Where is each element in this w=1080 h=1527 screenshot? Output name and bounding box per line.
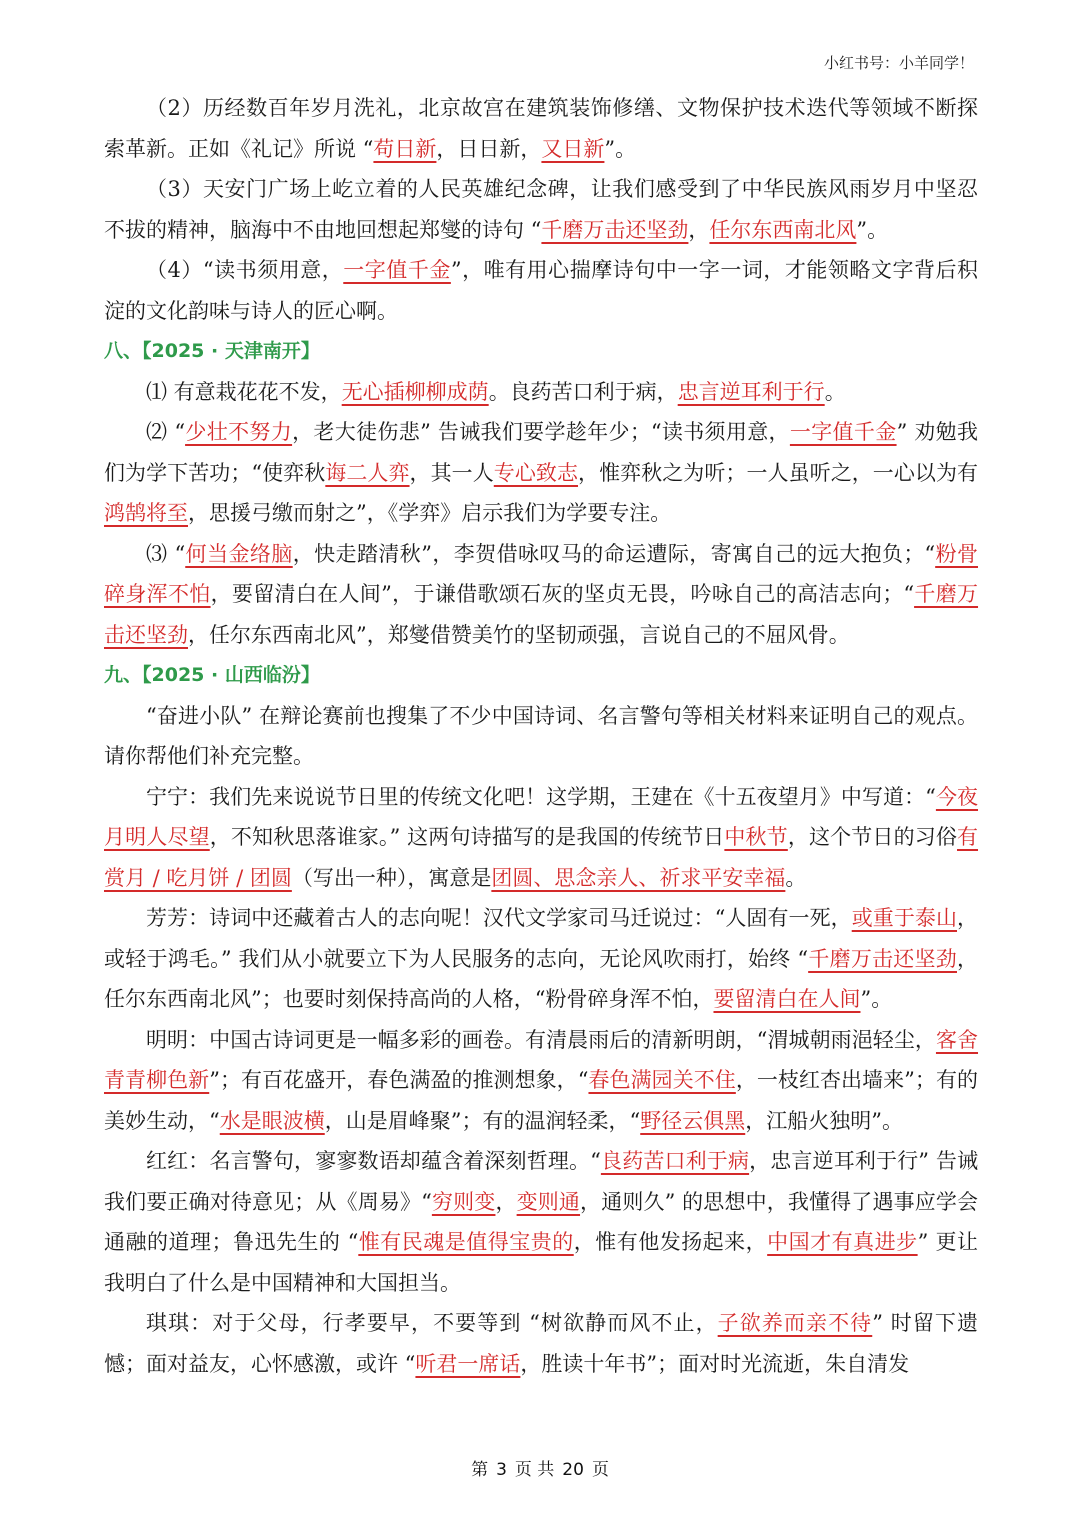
answer-text: 要留清白在人间: [713, 987, 861, 1011]
section-heading: [104, 655, 978, 696]
answer-text: 专心致志: [493, 460, 579, 485]
body-text: ，: [495, 1189, 517, 1214]
footer-prefix: 第: [471, 1460, 489, 1480]
total-pages: 20: [562, 1460, 584, 1480]
answer-text: 今夜月明人尽望: [104, 784, 979, 849]
paragraph: [104, 412, 978, 534]
body-text: 。: [785, 865, 807, 890]
body-text: ，或轻于鸿毛。” 我们从小就要立下为人民服务的志向，无论风吹雨打，始终 “: [104, 906, 979, 971]
answer-text: 中国才有真进步: [767, 1230, 918, 1254]
body-text: （写出一种），寓意是: [291, 865, 492, 890]
answer-text: 听君一席话: [415, 1351, 521, 1376]
body-text: ”，唯有用心揣摩诗句中一字一词，才能领略文字背后积淀的文化韵味与诗人的匠心啊。: [104, 258, 978, 323]
body-text: 。: [824, 379, 846, 404]
body-text: 琪琪：对于父母，行孝要早，不要等到 “树欲静而风不止，: [146, 1311, 718, 1335]
body-text: ，一枝红杏出墙来”；有的美妙生动，“: [104, 1068, 979, 1133]
body-text: ，快走踏清秋”，李贺借咏叹马的命运遭际，寄寓自己的远大抱负；“: [292, 541, 936, 566]
body-text: 八、【2025 · 天津南开】: [104, 340, 320, 362]
body-text: ”。: [604, 136, 637, 161]
body-text: ，思援弓缴而射之”，《学弈》启示我们为学要专注。: [188, 501, 672, 525]
body-text: ” 更让我明白了什么是中国精神和大国担当。: [104, 1230, 979, 1295]
document-body: [104, 88, 978, 1384]
body-text: （4）“读书须用意，: [146, 258, 344, 282]
answer-text: 一字值千金: [789, 420, 897, 444]
answer-text: 少壮不努力: [185, 420, 293, 444]
footer-middle: 页 共: [514, 1460, 555, 1480]
body-text: ，山是眉峰聚”；有的温润轻柔，“: [324, 1108, 641, 1133]
answer-text: 鸿鹄将至: [104, 501, 188, 525]
paragraph: [104, 250, 978, 331]
body-text: ” 时留下遗憾；面对益友，心怀感激，或许 “: [104, 1311, 978, 1376]
body-text: ” 劝勉我们为学下苦功；“使弈秋: [104, 420, 978, 485]
paragraph: [104, 777, 978, 899]
body-text: ，这个节日的习俗: [787, 825, 958, 849]
body-text: 九、【2025 · 山西临汾】: [104, 664, 320, 686]
body-text: ”；有百花盛开，春色满盈的推测想象，“: [209, 1068, 589, 1092]
answer-text: 春色满园关不住: [588, 1068, 736, 1092]
answer-text: 又日新: [541, 136, 605, 161]
body-text: ，任尔东西南北风”；也要时刻保持高尚的人格，“粉骨碎身浑不怕，: [104, 946, 978, 1011]
watermark: 小红书号：小羊同学！: [823, 54, 974, 72]
answer-text: 或重于泰山: [851, 906, 958, 930]
body-text: ，日日新，: [436, 136, 542, 161]
body-text: （3）天安门广场上屹立着的人民英雄纪念碑，让我们感受到了中华民族风雨岁月中坚忍不拔的精神，脑海中不由地回想起郑燮的诗句 “: [104, 177, 978, 242]
paragraph: [104, 898, 978, 1020]
body-text: ，通则久” 的思想中，我懂得了遇事应学会通融的道理；鲁迅先生的 “: [104, 1189, 979, 1254]
body-text: 芳芳：诗词中还藏着古人的志向呢！汉代文学家司马迁说过：“人固有一死，: [146, 906, 852, 930]
body-text: ，其一人: [409, 460, 494, 485]
body-text: ，老大徒伤悲” 告诫我们要学趁年少；“读书须用意，: [292, 420, 790, 444]
answer-text: 良药苦口利于病: [600, 1149, 750, 1173]
paragraph: [104, 88, 978, 169]
answer-text: 千磨万击还坚劲: [541, 217, 689, 242]
section-heading: [104, 331, 978, 372]
body-text: ，惟弈秋之为听；一人虽听之，一心以为有: [578, 460, 979, 485]
body-text: ，不知秋思落谁家。” 这两句诗描写的是我国的传统节日: [209, 825, 725, 849]
answer-text: 子欲养而亲不待: [717, 1311, 873, 1335]
paragraph: [104, 372, 978, 413]
answer-text: 变则通: [516, 1189, 581, 1214]
answer-text: 无心插柳柳成荫: [341, 379, 489, 404]
body-text: ”。: [860, 987, 893, 1011]
body-text: “奋进小队” 在辩论赛前也搜集了不少中国诗词、名言警句等相关材料来证明自己的观点。请你帮他们补充完整。: [104, 703, 978, 768]
body-text: ⑶ “: [146, 541, 186, 566]
body-text: ⑴ 有意栽花花不发，: [146, 379, 342, 404]
answer-text: 客舍青青柳色新: [104, 1027, 979, 1092]
answer-text: 任尔东西南北风: [709, 217, 857, 242]
body-text: ，要留清白在人间”，于谦借歌颂石灰的坚贞无畏，吟咏自己的高洁志向；“: [210, 582, 915, 606]
paragraph: [104, 169, 978, 250]
paragraph: [104, 1020, 978, 1142]
footer-suffix: 页: [591, 1460, 609, 1480]
answer-text: 诲二人弈: [325, 460, 410, 485]
answer-text: 穷则变: [431, 1189, 496, 1214]
body-text: 。良药苦口利于病，: [488, 379, 678, 404]
body-text: ，胜读十年书”；面对时光流逝，朱自清发: [520, 1351, 910, 1376]
answer-text: 有赏月 / 吃月饼 / 团圆: [104, 825, 979, 890]
answer-text: 忠言逆耳利于行: [677, 379, 825, 404]
answer-text: 粉骨碎身浑不怕: [104, 541, 978, 606]
paragraph: [104, 1141, 978, 1303]
body-text: 宁宁：我们先来说说节日里的传统文化吧！这学期，王建在《十五夜望月》中写道：“: [146, 784, 936, 809]
page-number: 3: [496, 1460, 507, 1480]
body-text: ”。: [856, 217, 889, 242]
answer-text: 野径云俱黑: [640, 1108, 746, 1133]
body-text: ，江船火独明”。: [745, 1108, 903, 1133]
answer-text: 中秋节: [724, 825, 788, 849]
answer-text: 水是眼波横: [219, 1108, 325, 1133]
answer-text: 何当金络脑: [185, 541, 293, 566]
answer-text: 千磨万击还坚劲: [808, 946, 957, 971]
answer-text: 千磨万击还坚劲: [104, 582, 979, 647]
answer-text: 惟有民魂是值得宝贵的: [358, 1230, 574, 1254]
paragraph: [104, 534, 978, 656]
paragraph: [104, 696, 978, 777]
answer-text: 团圆、思念亲人、祈求平安幸福: [491, 865, 786, 890]
body-text: ，: [688, 217, 710, 242]
page-footer: [0, 1455, 1080, 1480]
body-text: ⑵ “: [146, 420, 186, 444]
body-text: ，惟有他发扬起来，: [573, 1230, 768, 1254]
paragraph: [104, 1303, 978, 1384]
body-text: （2）历经数百年岁月洗礼，北京故宫在建筑装饰修缮、文物保护技术迭代等领域不断探索革新。正如《礼记》所说 “: [104, 96, 978, 161]
body-text: ，忠言逆耳利于行” 告诫我们要正确对待意见；从《周易》“: [104, 1149, 979, 1214]
body-text: 红红：名言警句，寥寥数语却蕴含着深刻哲理。“: [146, 1149, 601, 1173]
body-text: 明明：中国古诗词更是一幅多彩的画卷。有清晨雨后的清新明朗，“渭城朝雨浥轻尘，: [146, 1027, 936, 1052]
answer-text: 一字值千金: [343, 258, 451, 282]
answer-text: 苟日新: [373, 136, 437, 161]
body-text: ，任尔东西南北风”，郑燮借赞美竹的坚韧顽强，言说自己的不屈风骨。: [188, 622, 850, 647]
